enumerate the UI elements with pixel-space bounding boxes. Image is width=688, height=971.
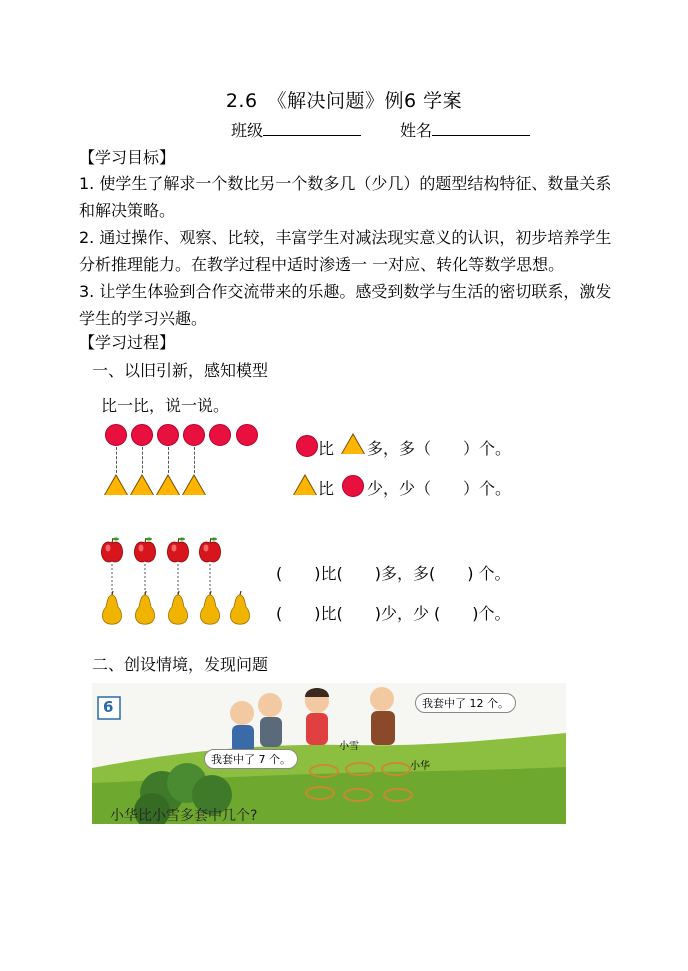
shape-question-1-word: 比 [318, 439, 335, 458]
compare-prompt: 比一比，说一说。 [101, 396, 230, 415]
scene-question: 小华比小雪多套中几个? [110, 808, 258, 824]
circle-icon [296, 435, 318, 457]
circle-shape [131, 424, 153, 446]
circle-icon [342, 475, 364, 497]
fruit-question-1: ( )比( )多，多( ) 个。 [276, 564, 511, 583]
apple-icon [101, 538, 122, 562]
pear-icon [230, 591, 249, 624]
class-label: 班级 [231, 121, 264, 140]
circle-shape [105, 424, 127, 446]
name-blank [432, 121, 530, 136]
goals-heading: 【学习目标】 [79, 148, 176, 167]
match-line [116, 447, 117, 473]
fruit-illustration [96, 532, 256, 628]
class-field [231, 118, 361, 141]
circle-shape [209, 424, 231, 446]
match-line [168, 447, 169, 473]
match-line [142, 447, 143, 473]
class-blank [263, 121, 361, 136]
fruit-question-2: ( )比( )少，少 ( )个。 [276, 604, 511, 623]
shape-question-1-tail: 多，多（ ）个。 [367, 439, 512, 458]
apple-icon [134, 538, 155, 562]
shape-question-2-tail: 少，少（ ）个。 [367, 479, 512, 498]
apple-icon [199, 538, 220, 562]
goal-3-line-1: 3. 让学生体验到合作交流带来的乐趣。感受到数学与生活的密切联系，激发 [79, 282, 612, 301]
part-1-heading: 一、以旧引新，感知模型 [92, 361, 269, 380]
goal-2-line-1: 2. 通过操作、观察、比较，丰富学生对减法现实意义的认识，初步培养学生 [79, 228, 612, 247]
pear-icon [168, 591, 187, 624]
circle-shape [157, 424, 179, 446]
name-label: 姓名 [400, 121, 433, 140]
triangle-shape [131, 476, 153, 495]
circle-shape [183, 424, 205, 446]
bubble-left: 我套中了 7 个。 [204, 749, 298, 769]
part-2-heading: 二、创设情境，发现问题 [92, 655, 269, 674]
goal-1-line-1: 1. 使学生了解求一个数比另一个数多几（少几）的题型结构特征、数量关系 [79, 174, 612, 193]
children-icon [230, 687, 395, 753]
pear-icon [102, 591, 121, 624]
triangle-icon [342, 435, 364, 454]
triangle-shape [157, 476, 179, 495]
scene-illustration [92, 683, 566, 824]
page-badge: 6 [103, 698, 114, 716]
goal-3-line-2: 学生的学习兴趣。 [79, 309, 208, 328]
pear-icon [135, 591, 154, 624]
shape-question-2-word: 比 [318, 479, 335, 498]
triangle-shape [183, 476, 205, 495]
triangle-shape [105, 476, 127, 495]
bubble-right: 我套中了 12 个。 [415, 693, 516, 713]
triangle-icon [294, 476, 316, 495]
label-xiaoxue: 小雪 [339, 741, 359, 752]
goal-1-line-2: 和解决策略。 [79, 201, 176, 220]
match-lines [112, 564, 210, 594]
match-line [194, 447, 195, 473]
apple-icon [167, 538, 188, 562]
goal-2-line-2: 分析推理能力。在教学过程中适时渗透一 一对应、转化等数学思想。 [79, 255, 565, 274]
name-field [400, 118, 530, 141]
pear-icon [200, 591, 219, 624]
page-title: 2.6 《解决问题》例6 学案 [225, 90, 463, 112]
process-heading: 【学习过程】 [79, 333, 176, 352]
label-xiaohua: 小华 [410, 761, 430, 772]
circle-shape [236, 424, 258, 446]
